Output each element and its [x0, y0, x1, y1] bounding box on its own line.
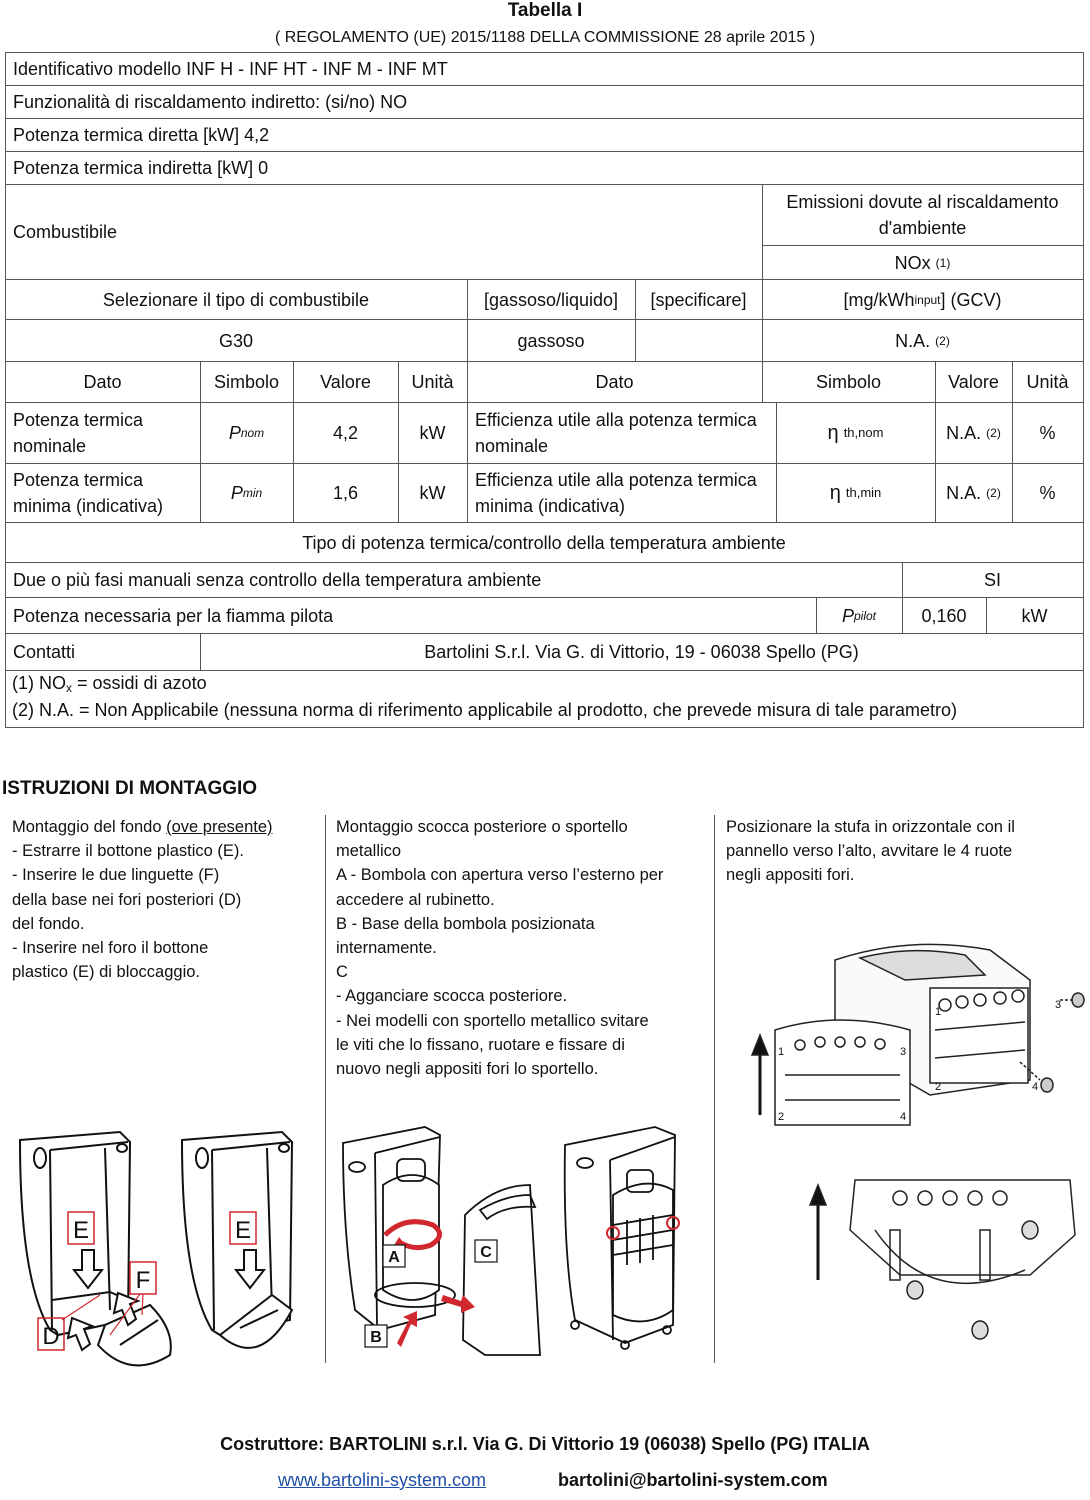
fuel-label: Combustibile: [13, 222, 118, 242]
col-header-valore-2: Valore: [948, 372, 999, 392]
col-header-valore: Valore: [320, 372, 371, 392]
manual-phases-label: Due o più fasi manuali senza controllo della temperatura ambiente: [13, 570, 542, 590]
nox-value-text: N.A.: [895, 330, 931, 351]
instruction-line: internamente.: [336, 939, 437, 958]
col-header-unita: Unità: [411, 372, 454, 392]
emissions-header: Emissioni dovute al riscaldamento d'ambiente: [786, 192, 1059, 238]
instruction-line: - Inserire le due linguette (F): [12, 866, 220, 885]
instructions-column-2: [336, 815, 711, 1081]
instruction-line: - Agganciare scocca posteriore.: [336, 987, 568, 1006]
label-F: F: [135, 1267, 151, 1294]
wheel-hole-3: 3: [1055, 999, 1062, 1011]
heading-text: Montaggio del fondo: [12, 818, 167, 836]
row-min-power-symbol: [200, 464, 293, 522]
col-header-unita-2: Unità: [1026, 372, 1069, 392]
row-min-power-unit: kW: [419, 483, 446, 503]
symbol-subscript: min: [242, 486, 263, 500]
wheel-hole-4: 4: [900, 1111, 907, 1123]
row-nominal-efficiency-label: Efficienza utile alla potenza termica nominale: [475, 410, 757, 456]
row-min-efficiency-value: [935, 464, 1012, 522]
instruction-line: pannello verso l’alto, avvitare le 4 ruote: [726, 842, 1013, 861]
contacts-label: Contatti: [13, 642, 76, 662]
nox-value-footnote: (2): [935, 333, 950, 348]
instruction-line: negli appositi fori.: [726, 866, 855, 885]
instruction-line: Posizionare la stufa in orizzontale con il: [726, 818, 1015, 836]
instruction-line: - Estrarre il bottone plastico (E).: [12, 842, 244, 861]
footnote-1-suffix: = ossidi di azoto: [72, 673, 207, 693]
label-A: A: [388, 1249, 400, 1266]
eta-subscript: th,min: [845, 485, 882, 500]
wheel-hole-2: 2: [778, 1111, 785, 1123]
footnote-2: (2) N.A. = Non Applicabile (nessuna norma di riferimento applicabile al prodotto, che prevede misura di tale parametro): [12, 700, 957, 720]
footnote-1: [12, 673, 207, 695]
instructions-col1-heading: [12, 815, 322, 839]
manual-phases-value: SI: [983, 570, 1001, 590]
fuel-state-value: gassoso: [517, 330, 585, 351]
footnote-1-subscript: x: [66, 681, 72, 695]
col-header-simbolo-2: Simbolo: [815, 372, 882, 392]
unit-prefix: [mg/kWh: [843, 289, 915, 310]
contacts-value: Bartolini S.r.l. Via G. di Vittorio, 19 - 06038 Spello (PG): [424, 642, 859, 662]
emission-unit-header: [762, 280, 1083, 319]
symbol-main: P: [228, 423, 241, 443]
wheel-hole-2: 2: [935, 1081, 942, 1093]
instruction-line: metallico: [336, 842, 402, 861]
instructions-column-1: [12, 815, 322, 984]
control-type-header: Tipo di potenza termica/controllo della temperatura ambiente: [302, 532, 786, 553]
col-header-simbolo: Simbolo: [213, 372, 280, 392]
label-E: E: [72, 1217, 90, 1244]
wheel-hole-1: 1: [778, 1046, 785, 1058]
row-nominal-efficiency-symbol: [776, 403, 935, 463]
pilot-flame-unit: kW: [1021, 605, 1048, 626]
row-nominal-power-symbol: [200, 403, 293, 463]
symbol-main: P: [230, 483, 243, 503]
label-E: E: [234, 1217, 252, 1244]
label-B: B: [370, 1329, 382, 1346]
row-nominal-efficiency-unit: %: [1039, 423, 1056, 443]
symbol-main: P: [841, 605, 854, 626]
row-min-efficiency-label: Efficienza utile alla potenza termica minima (indicativa): [475, 470, 757, 516]
instruction-line: accedere al rubinetto.: [336, 890, 495, 909]
indirect-power-row: Potenza termica indiretta [kW] 0: [13, 158, 269, 178]
table-line: [5, 670, 1084, 671]
instruction-line: C: [336, 963, 348, 982]
model-identifier-row: Identificativo modello INF H - INF HT - INF M - INF MT: [13, 59, 448, 79]
indirect-heating-row: Funzionalità di riscaldamento indiretto: (si/no) NO: [13, 92, 408, 112]
eta-symbol: η: [829, 482, 841, 504]
fuel-type-header: Selezionare il tipo di combustibile: [102, 289, 370, 310]
column-divider: [325, 815, 326, 1363]
website-link[interactable]: www.bartolini-system.com: [278, 1470, 487, 1490]
wheel-hole-4: 4: [1032, 1081, 1039, 1093]
row-min-efficiency-symbol: [776, 464, 935, 522]
pilot-flame-label: Potenza necessaria per la fiamma pilota: [13, 605, 334, 626]
row-nominal-efficiency-value: [935, 403, 1012, 463]
instruction-line: le viti che lo fissano, ruotare e fissare di: [336, 1035, 625, 1054]
instruction-line: del fondo.: [12, 914, 85, 933]
table-border-right: [1083, 52, 1084, 728]
value-text: N.A.: [946, 423, 982, 443]
row-nominal-power-label: Potenza termica nominale: [13, 410, 144, 456]
unit-suffix: ] (GCV): [940, 289, 1002, 310]
value-footnote: (2): [986, 426, 1001, 440]
nox-footnote-ref: (1): [935, 255, 951, 270]
specify-header: [specificare]: [650, 289, 747, 310]
table-line: [5, 727, 1084, 728]
instruction-line: plastico (E) di bloccaggio.: [12, 963, 201, 982]
label-C: C: [480, 1244, 492, 1261]
wheels-assembly-illustration: [730, 930, 1085, 1360]
row-min-power-value: 1,6: [332, 483, 359, 503]
page-title: Tabella I: [507, 0, 583, 21]
symbol-subscript: nom: [240, 426, 265, 440]
pilot-flame-symbol: [816, 598, 902, 633]
instruction-line: - Inserire nel foro il bottone: [12, 939, 209, 958]
instruction-line: Montaggio scocca posteriore o sportello: [336, 818, 628, 836]
row-min-efficiency-unit: %: [1039, 483, 1056, 503]
column-divider: [714, 815, 715, 1363]
instruction-line: A - Bombola con apertura verso l’esterno per: [336, 866, 664, 885]
regulation-subtitle: ( REGOLAMENTO (UE) 2015/1188 DELLA COMMISSIONE 28 aprile 2015 ): [274, 29, 816, 46]
gas-liquid-header: [gassoso/liquido]: [483, 289, 619, 310]
value-footnote: (2): [986, 486, 1001, 500]
label-D: D: [42, 1323, 60, 1350]
fuel-specify-value: [635, 320, 762, 361]
footnote-1-prefix: (1) NO: [12, 673, 66, 693]
nox-label: NOx: [894, 252, 931, 273]
nox-value: [762, 320, 1083, 361]
col-header-dato: Dato: [83, 372, 122, 392]
nox-header: [762, 246, 1083, 279]
unit-subscript: input: [914, 292, 941, 307]
instruction-line: della base nei fori posteriori (D): [12, 890, 242, 909]
symbol-subscript: pilot: [854, 608, 877, 623]
instructions-title: ISTRUZIONI DI MONTAGGIO: [2, 778, 258, 799]
cylinder-assembly-illustration: [335, 1115, 710, 1360]
eta-subscript: th,nom: [843, 425, 884, 440]
email-address[interactable]: bartolini@bartolini-system.com: [558, 1470, 828, 1490]
eta-symbol: η: [827, 422, 839, 444]
row-min-power-label: Potenza termica minima (indicativa): [13, 470, 164, 516]
wheel-hole-1: 1: [935, 1006, 942, 1018]
instruction-line: nuovo negli appositi fori lo sportello.: [336, 1060, 599, 1079]
direct-power-row: Potenza termica diretta [kW] 4,2: [13, 125, 270, 145]
value-text: N.A.: [946, 483, 982, 503]
instructions-column-3: [726, 815, 1086, 888]
fuel-type-value: G30: [218, 330, 254, 351]
col-header-dato-2: Dato: [595, 372, 634, 392]
heading-underlined: (ove presente): [166, 818, 273, 836]
row-nominal-power-value: 4,2: [332, 423, 359, 443]
manufacturer-line: Costruttore: BARTOLINI s.r.l. Via G. Di Vittorio 19 (06038) Spello (PG) ITALIA: [220, 1434, 870, 1454]
instruction-line: - Nei modelli con sportello metallico svitare: [336, 1011, 649, 1030]
base-assembly-illustration: [10, 1130, 315, 1370]
pilot-flame-value: 0,160: [921, 605, 967, 626]
wheel-hole-3: 3: [900, 1046, 907, 1058]
instruction-line: B - Base della bombola posizionata: [336, 914, 595, 933]
row-nominal-power-unit: kW: [419, 423, 446, 443]
